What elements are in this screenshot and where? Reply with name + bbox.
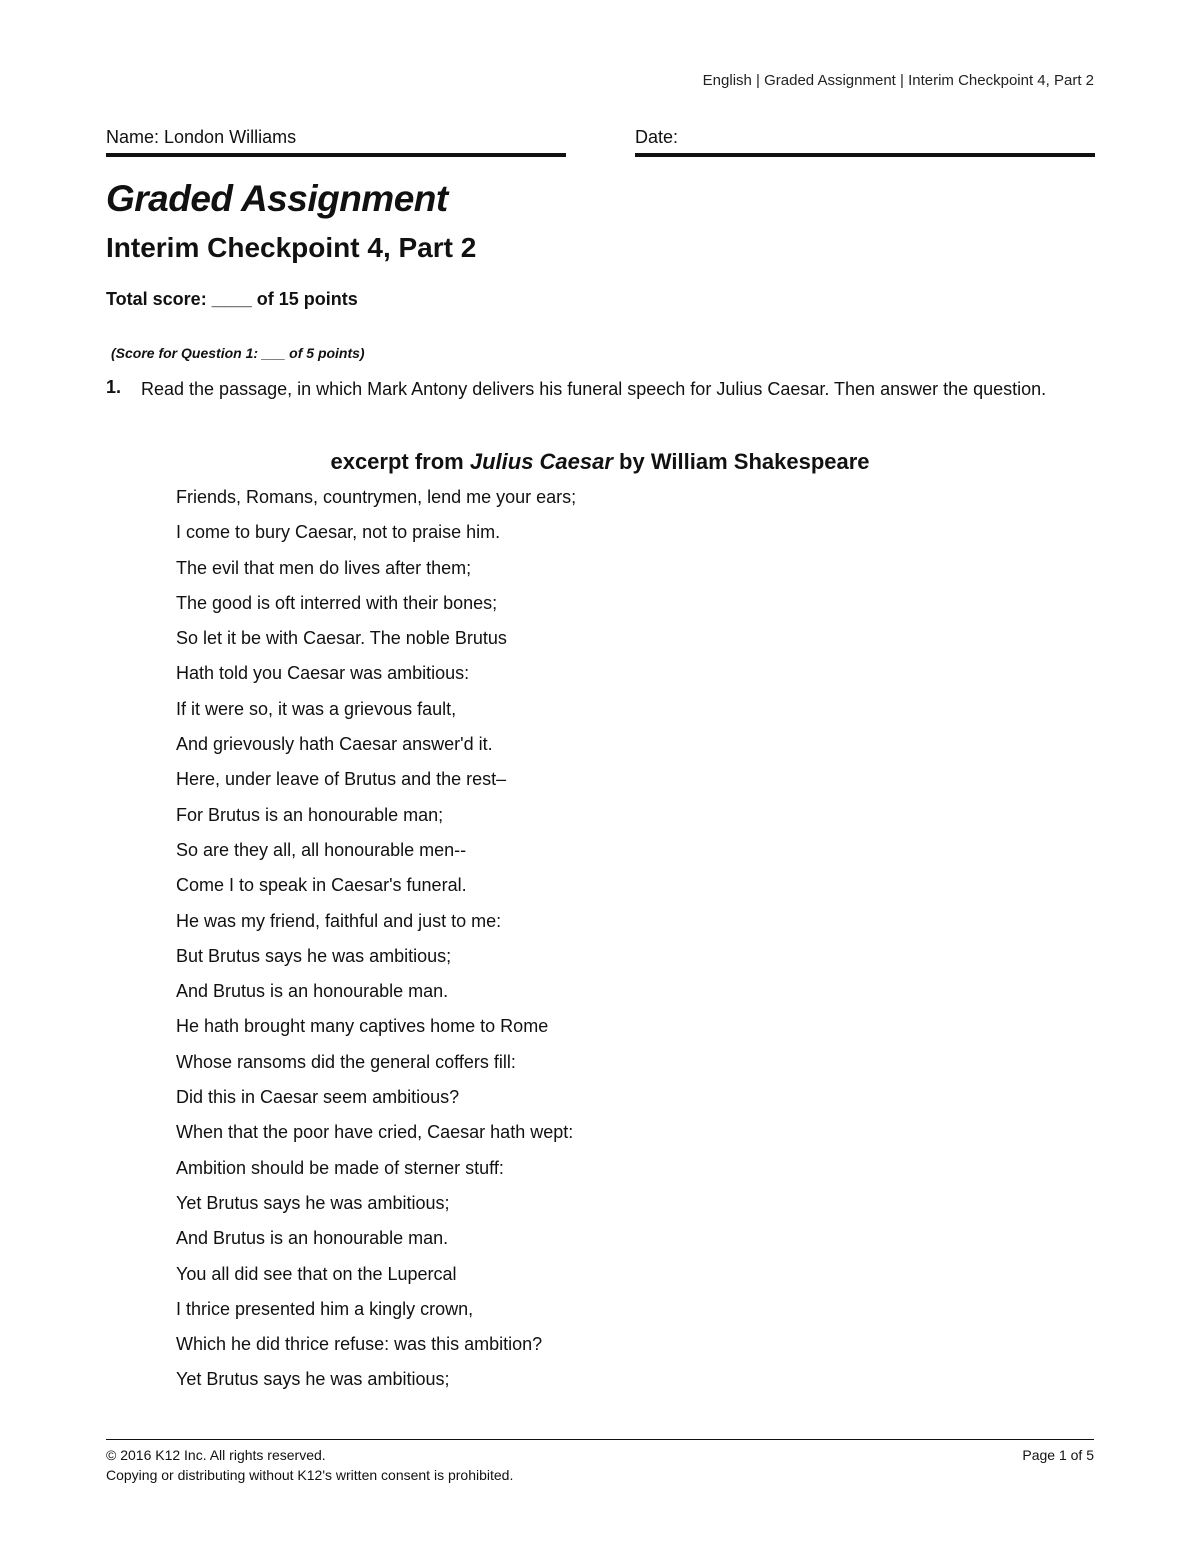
footer-left — [106, 1445, 513, 1485]
poem-line: And Brutus is an honourable man. — [176, 1228, 449, 1249]
page-number: Page 1 of 5 — [1022, 1447, 1094, 1463]
poem-line: But Brutus says he was ambitious; — [176, 945, 452, 966]
excerpt-work-title: Julius Caesar — [469, 449, 613, 474]
poem-line: The good is oft interred with their bones; — [176, 592, 498, 613]
poem-line: I come to bury Caesar, not to praise him. — [176, 522, 501, 543]
poem-line: And grievously hath Caesar answer'd it. — [176, 734, 493, 755]
poem-line: Come I to speak in Caesar's funeral. — [176, 875, 467, 896]
question-number: 1. — [106, 377, 122, 397]
excerpt-title — [0, 449, 1200, 475]
total-score-blank: ____ — [211, 289, 252, 309]
poem-line: He hath brought many captives home to Rome — [176, 1016, 549, 1037]
poem-line: He was my friend, faithful and just to me: — [176, 910, 502, 931]
poem-line: Friends, Romans, countrymen, lend me your ears; — [176, 487, 577, 507]
poem-line: When that the poor have cried, Caesar hath wept: — [176, 1122, 574, 1143]
poem-line: You all did see that on the Lupercal — [176, 1263, 457, 1284]
name-field — [106, 127, 566, 157]
date-field — [635, 127, 1095, 157]
poem-line: If it were so, it was a grievous fault, — [176, 698, 457, 719]
poem-line: Yet Brutus says he was ambitious; — [176, 1369, 450, 1390]
poem-line: Whose ransoms did the general coffers fill: — [176, 1051, 516, 1072]
page-subtitle: Interim Checkpoint 4, Part 2 — [106, 232, 477, 263]
total-score-prefix: Total score: — [106, 289, 212, 309]
question-prompt: Read the passage, in which Mark Antony delivers his funeral speech for Julius Caesar. Then answer the question. — [141, 379, 1047, 399]
poem-line: And Brutus is an honourable man. — [176, 981, 449, 1002]
question-score-line: (Score for Question 1: ___ of 5 points) — [111, 345, 365, 361]
excerpt-title-prefix: excerpt from — [330, 449, 470, 474]
copying-notice: Copying or distributing without K12's written consent is prohibited. — [106, 1467, 514, 1483]
copyright-text: © 2016 K12 Inc. All rights reserved. — [106, 1447, 326, 1463]
poem-line: I thrice presented him a kingly crown, — [176, 1298, 474, 1319]
poem-line: Which he did thrice refuse: was this ambition? — [176, 1334, 543, 1355]
total-score — [106, 289, 358, 310]
total-score-suffix: of 15 points — [251, 289, 358, 309]
footer-divider — [106, 1439, 1094, 1440]
running-head: English | Graded Assignment | Interim Checkpoint 4, Part 2 — [702, 72, 1094, 89]
page-title: Graded Assignment — [106, 178, 448, 219]
poem-line: For Brutus is an honourable man; — [176, 804, 444, 825]
poem-line: So are they all, all honourable men-- — [176, 839, 467, 860]
poem-line: So let it be with Caesar. The noble Brutus — [176, 628, 507, 649]
poem-line: Yet Brutus says he was ambitious; — [176, 1192, 450, 1213]
name-label: Name: London Williams — [106, 127, 297, 147]
poem-line: Did this in Caesar seem ambitious? — [176, 1087, 460, 1108]
date-label: Date: — [635, 127, 679, 147]
poem-line: Ambition should be made of sterner stuff: — [176, 1157, 504, 1178]
poem-lines — [176, 484, 576, 1402]
poem-line: The evil that men do lives after them; — [176, 557, 472, 578]
excerpt-title-suffix: by William Shakespeare — [612, 449, 870, 474]
poem-line: Here, under leave of Brutus and the rest– — [176, 769, 507, 790]
poem-line: Hath told you Caesar was ambitious: — [176, 663, 470, 684]
